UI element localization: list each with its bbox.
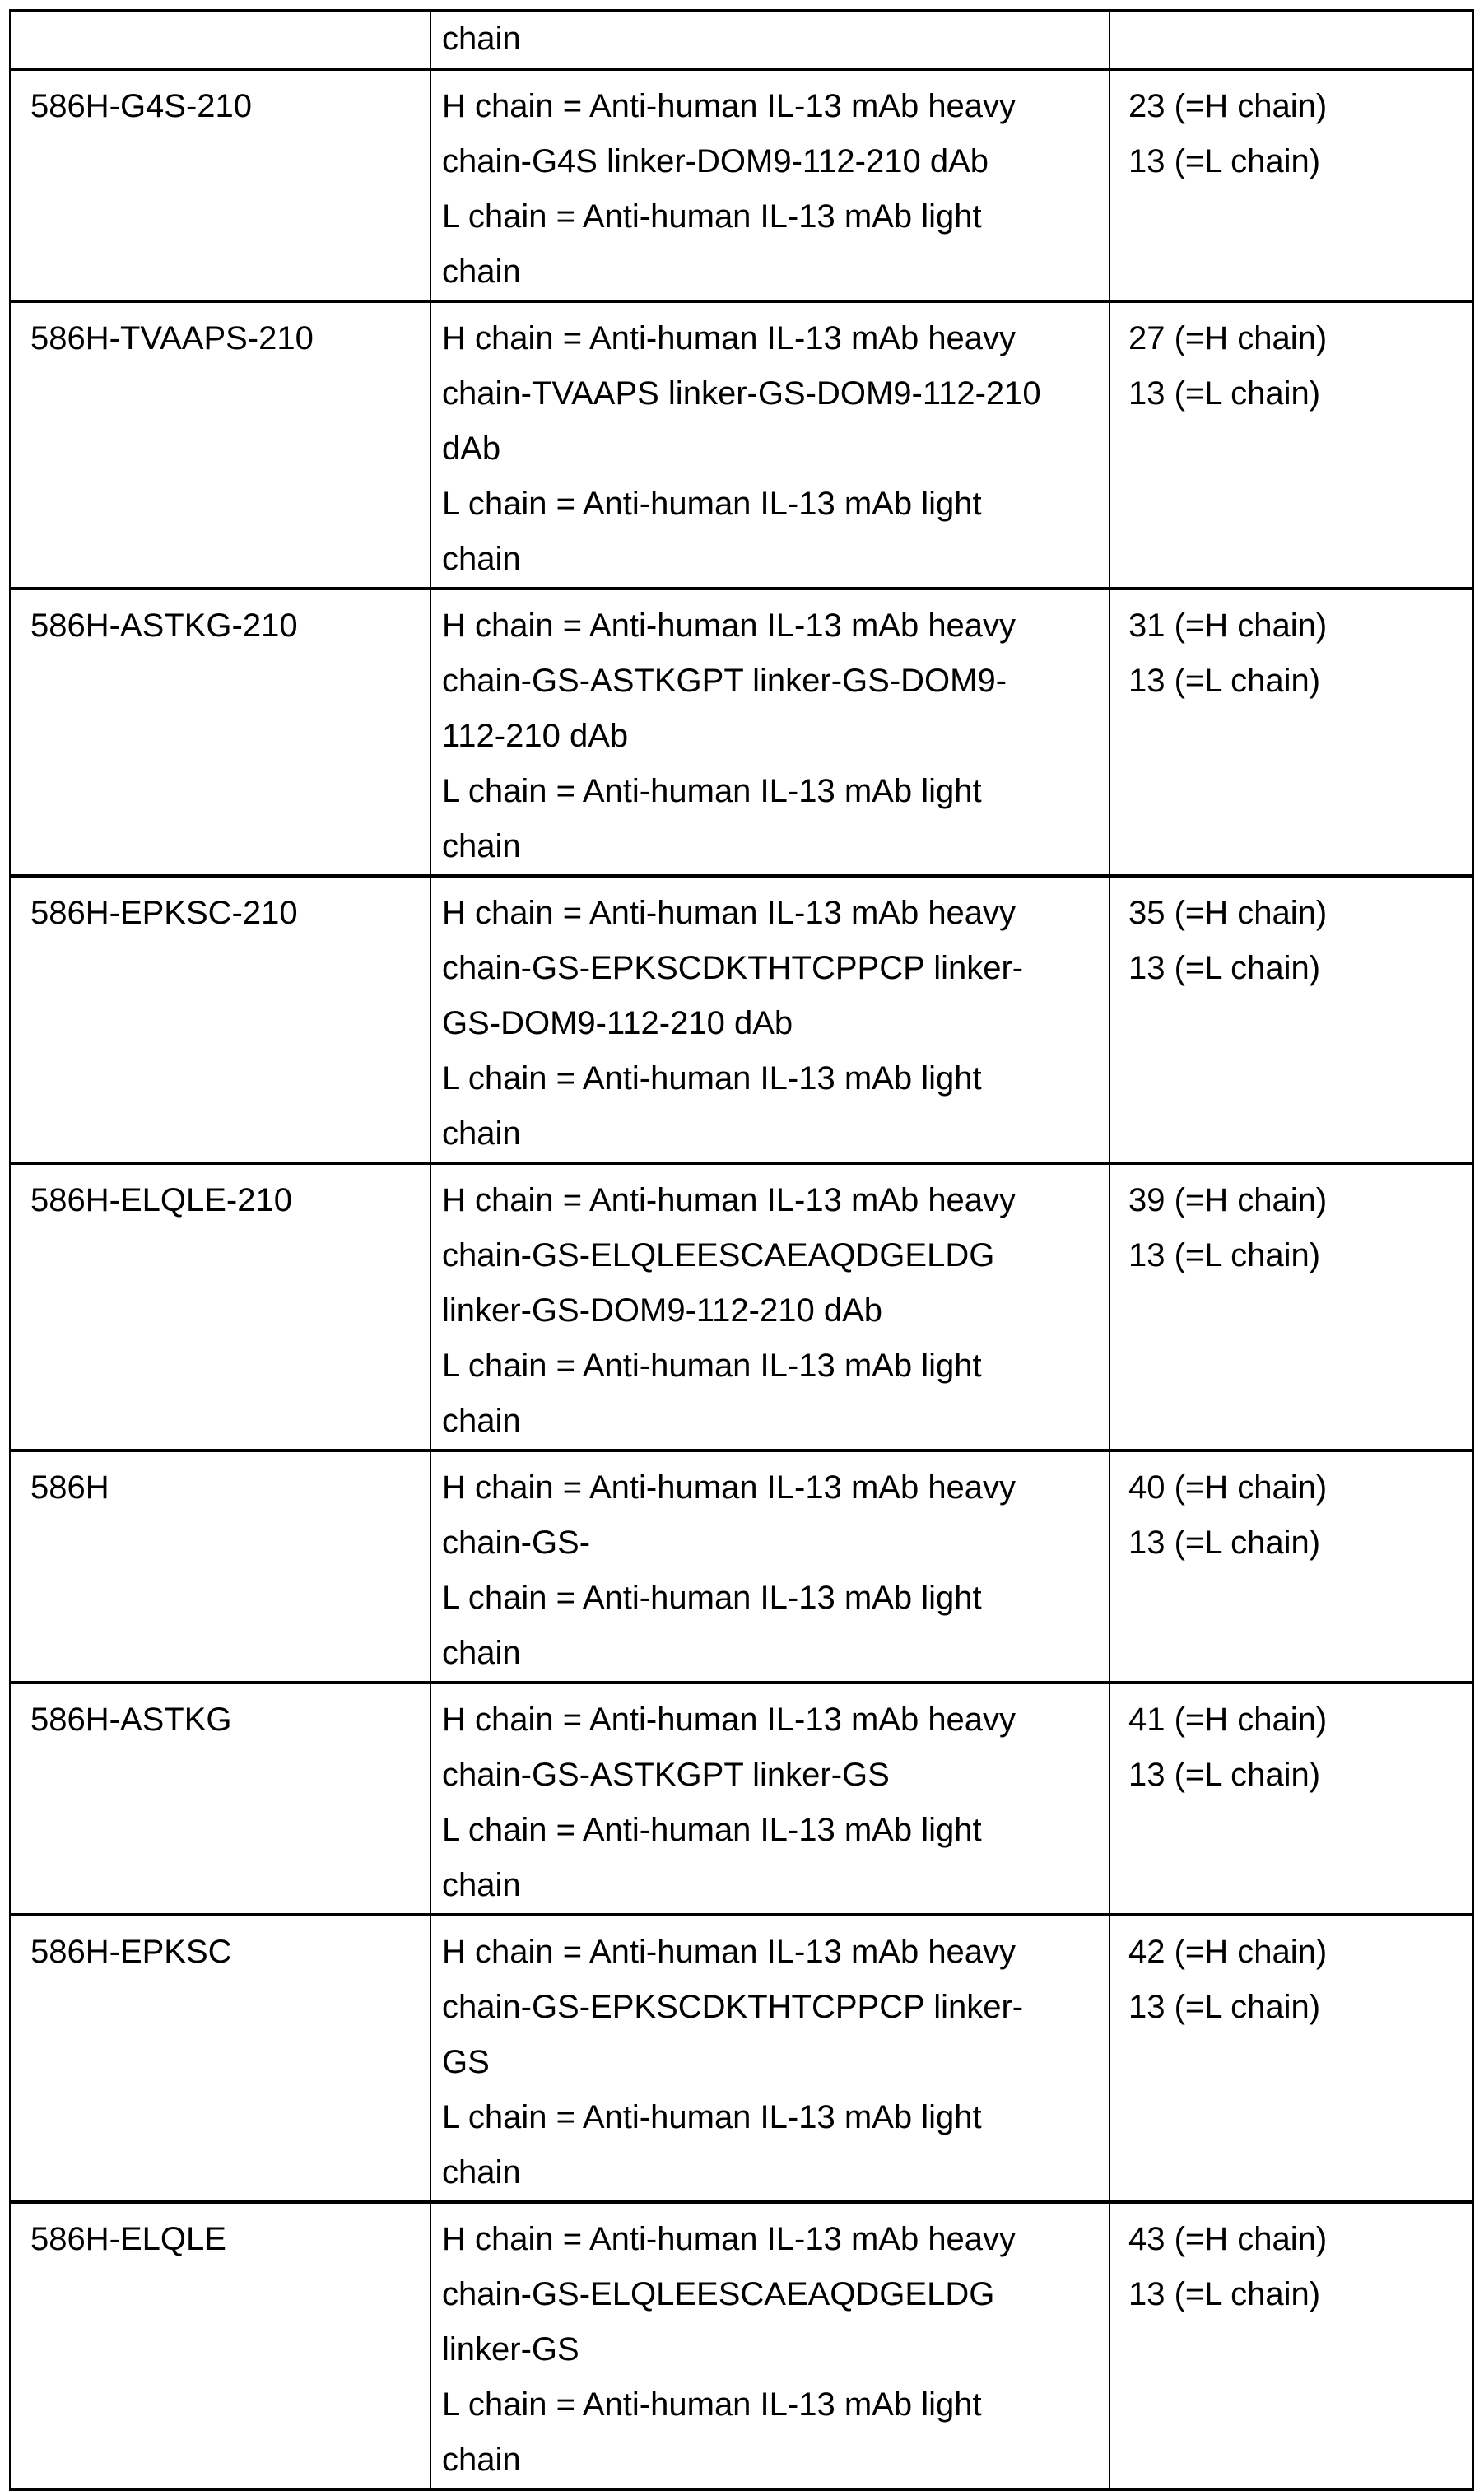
seq-id-line: 13 (=L chain) xyxy=(1128,2276,1321,2312)
seq-id-line: 13 (=L chain) xyxy=(1128,143,1321,179)
seq-id-line: 13 (=L chain) xyxy=(1128,1237,1321,1273)
description-line: chain xyxy=(442,828,521,864)
description-line: H chain = Anti-human IL-13 mAb heavy xyxy=(442,320,1016,356)
description-line: chain-G4S linker-DOM9-112-210 dAb xyxy=(442,143,989,179)
description-line: L chain = Anti-human IL-13 mAb light xyxy=(442,1812,982,1848)
construct-name: 586H-G4S-210 xyxy=(30,88,253,124)
seq-id-line: 13 (=L chain) xyxy=(1128,375,1321,412)
seq-id-cell xyxy=(1110,1163,1473,1450)
table-row-continued xyxy=(10,11,1473,69)
table-row xyxy=(10,1915,1473,2202)
seq-id-line: 31 (=H chain) xyxy=(1128,608,1328,644)
description-line: dAb xyxy=(442,431,501,467)
construct-name: 586H-ASTKG xyxy=(30,1702,232,1738)
description-cell xyxy=(430,69,1110,301)
seq-id-line: 13 (=L chain) xyxy=(1128,1989,1321,2025)
description-line: chain-GS-ELQLEESCAEAQDGELDG xyxy=(442,2276,995,2312)
description-line: L chain = Anti-human IL-13 mAb light xyxy=(442,2099,982,2135)
seq-id-line: 40 (=H chain) xyxy=(1128,1469,1328,1506)
description-line: H chain = Anti-human IL-13 mAb heavy xyxy=(442,895,1016,931)
table-body xyxy=(10,11,1473,2489)
seq-id-line: 27 (=H chain) xyxy=(1128,320,1328,356)
seq-id-line: 39 (=H chain) xyxy=(1128,1182,1328,1218)
seq-id-cell xyxy=(1110,69,1473,301)
description-line: H chain = Anti-human IL-13 mAb heavy xyxy=(442,1702,1016,1738)
seq-id-line: 42 (=H chain) xyxy=(1128,1934,1328,1970)
description-line: chain-GS-ASTKGPT linker-GS-DOM9- xyxy=(442,663,1007,699)
description-cell xyxy=(430,2202,1110,2489)
description-line: linker-GS-DOM9-112-210 dAb xyxy=(442,1292,883,1329)
description-line: chain xyxy=(442,1635,521,1671)
table-row xyxy=(10,876,1473,1163)
description-line: H chain = Anti-human IL-13 mAb heavy xyxy=(442,608,1016,644)
description-cell xyxy=(430,1915,1110,2202)
construct-cell xyxy=(10,1915,430,2202)
construct-cell xyxy=(10,11,430,69)
seq-id-cell xyxy=(1110,11,1473,69)
construct-cell xyxy=(10,69,430,301)
seq-id-line: 23 (=H chain) xyxy=(1128,88,1328,124)
description-line: H chain = Anti-human IL-13 mAb heavy xyxy=(442,1934,1016,1970)
construct-name: 586H-ASTKG-210 xyxy=(30,608,298,644)
construct-cell xyxy=(10,301,430,589)
description-line: chain xyxy=(442,2154,521,2191)
construct-name: 586H-TVAAPS-210 xyxy=(30,320,314,356)
construct-cell xyxy=(10,876,430,1163)
description-line: L chain = Anti-human IL-13 mAb light xyxy=(442,1060,982,1097)
seq-id-line: 13 (=L chain) xyxy=(1128,950,1321,986)
seq-id-cell xyxy=(1110,301,1473,589)
seq-id-cell xyxy=(1110,1915,1473,2202)
table-row xyxy=(10,69,1473,301)
description-line: L chain = Anti-human IL-13 mAb light xyxy=(442,1580,982,1616)
constructs-table xyxy=(9,9,1474,2491)
description-line: H chain = Anti-human IL-13 mAb heavy xyxy=(442,1182,1016,1218)
construct-cell xyxy=(10,2202,430,2489)
seq-id-cell xyxy=(1110,876,1473,1163)
construct-cell xyxy=(10,589,430,876)
description-line: chain-GS-ASTKGPT linker-GS xyxy=(442,1757,890,1793)
seq-id-cell xyxy=(1110,2202,1473,2489)
table-row xyxy=(10,1450,1473,1683)
description-cell xyxy=(430,1683,1110,1915)
description-line: linker-GS xyxy=(442,2331,579,2368)
table-row xyxy=(10,589,1473,876)
description-line: chain-GS-EPKSCDKTHTCPPCP linker- xyxy=(442,1989,1024,2025)
description-line: chain xyxy=(442,254,521,290)
description-line: H chain = Anti-human IL-13 mAb heavy xyxy=(442,2221,1016,2257)
description-cell xyxy=(430,301,1110,589)
description-line: chain-GS- xyxy=(442,1525,591,1561)
table-row xyxy=(10,1163,1473,1450)
description-cell xyxy=(430,1163,1110,1450)
construct-name xyxy=(30,12,420,65)
construct-name: 586H-ELQLE xyxy=(30,2221,226,2257)
description-line: chain xyxy=(442,1115,521,1152)
description-line: chain xyxy=(442,2442,521,2478)
description-cell xyxy=(430,876,1110,1163)
description-line: L chain = Anti-human IL-13 mAb light xyxy=(442,2386,982,2423)
construct-name: 586H-EPKSC xyxy=(30,1934,232,1970)
table-row xyxy=(10,2202,1473,2489)
table-row xyxy=(10,1683,1473,1915)
construct-name: 586H-EPKSC-210 xyxy=(30,895,298,931)
construct-cell xyxy=(10,1683,430,1915)
table-row xyxy=(10,301,1473,589)
seq-id-line: 13 (=L chain) xyxy=(1128,663,1321,699)
construct-name: 586H xyxy=(30,1469,109,1506)
seq-id-cell xyxy=(1110,1450,1473,1683)
seq-id-line: 13 (=L chain) xyxy=(1128,1757,1321,1793)
description-cell xyxy=(430,1450,1110,1683)
description-line: L chain = Anti-human IL-13 mAb light xyxy=(442,773,982,809)
description-line: H chain = Anti-human IL-13 mAb heavy xyxy=(442,88,1016,124)
description-line: L chain = Anti-human IL-13 mAb light xyxy=(442,198,982,235)
description-cell xyxy=(430,589,1110,876)
seq-id-line: 35 (=H chain) xyxy=(1128,895,1328,931)
description-line: chain-GS-EPKSCDKTHTCPPCP linker- xyxy=(442,950,1024,986)
description-line: GS xyxy=(442,2044,490,2080)
construct-name: 586H-ELQLE-210 xyxy=(30,1182,292,1218)
description-line: L chain = Anti-human IL-13 mAb light xyxy=(442,486,982,522)
construct-cell xyxy=(10,1450,430,1683)
seq-id-line: 43 (=H chain) xyxy=(1128,2221,1328,2257)
seq-id-line: 41 (=H chain) xyxy=(1128,1702,1328,1738)
description-line: chain xyxy=(442,1403,521,1439)
description-line: chain xyxy=(442,1867,521,1903)
description-line: chain-GS-ELQLEESCAEAQDGELDG xyxy=(442,1237,995,1273)
seq-id-line: 13 (=L chain) xyxy=(1128,1525,1321,1561)
description-line: L chain = Anti-human IL-13 mAb light xyxy=(442,1348,982,1384)
description-line: H chain = Anti-human IL-13 mAb heavy xyxy=(442,1469,1016,1506)
construct-cell xyxy=(10,1163,430,1450)
seq-id-cell xyxy=(1110,1683,1473,1915)
description-line: chain xyxy=(442,541,521,577)
description-line: chain-TVAAPS linker-GS-DOM9-112-210 xyxy=(442,375,1041,412)
description-cell xyxy=(430,11,1110,69)
description-line: 112-210 dAb xyxy=(442,718,629,754)
description-line: chain xyxy=(442,21,521,57)
seq-id-cell xyxy=(1110,589,1473,876)
description-line: GS-DOM9-112-210 dAb xyxy=(442,1005,793,1041)
